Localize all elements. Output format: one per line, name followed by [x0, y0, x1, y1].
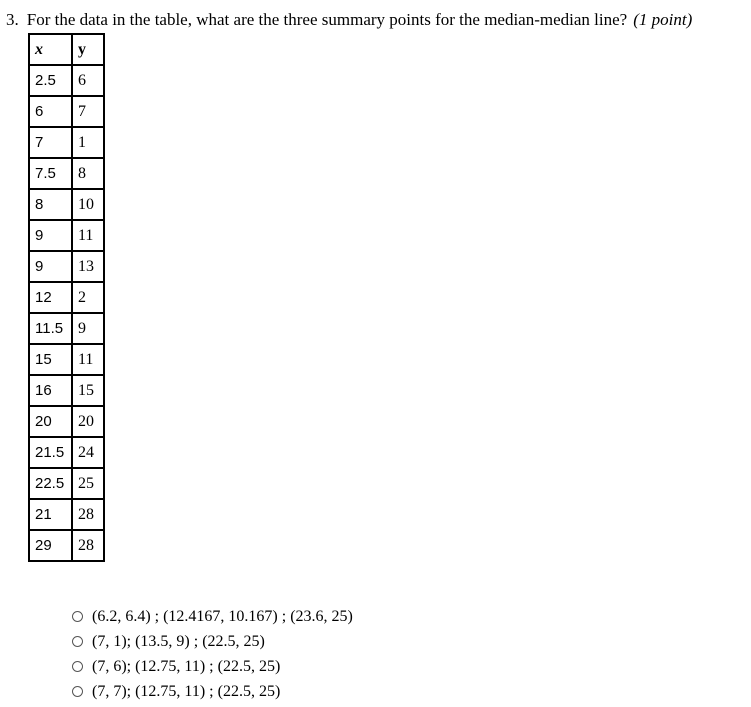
cell-x: 12 — [29, 282, 72, 313]
table-row — [29, 437, 104, 468]
answer-option-label: (7, 6); (12.75, 11) ; (22.5, 25) — [92, 657, 281, 675]
table-header-row — [29, 34, 104, 65]
column-header-y: y — [72, 34, 104, 65]
table-row — [29, 127, 104, 158]
table-row — [29, 96, 104, 127]
cell-x: 6 — [29, 96, 72, 127]
cell-y: 13 — [72, 251, 104, 282]
cell-x: 2.5 — [29, 65, 72, 96]
cell-y: 8 — [72, 158, 104, 189]
table-row — [29, 313, 104, 344]
cell-y: 25 — [72, 468, 104, 499]
radio-button-icon[interactable] — [72, 686, 83, 697]
answer-option-label: (6.2, 6.4) ; (12.4167, 10.167) ; (23.6, 25) — [92, 607, 353, 625]
answer-option-a[interactable] — [72, 604, 353, 629]
answer-option-c[interactable] — [72, 654, 353, 679]
question-text: For the data in the table, what are the three summary points for the median-median line? — [26, 10, 628, 29]
answer-option-b[interactable] — [72, 629, 353, 654]
cell-x: 9 — [29, 251, 72, 282]
answer-option-label: (7, 1); (13.5, 9) ; (22.5, 25) — [92, 632, 265, 650]
question-number: 3. — [6, 10, 19, 29]
question-points: (1 point) — [633, 10, 693, 29]
cell-y: 28 — [72, 530, 104, 561]
cell-y: 24 — [72, 437, 104, 468]
cell-y: 1 — [72, 127, 104, 158]
cell-y: 10 — [72, 189, 104, 220]
cell-y: 11 — [72, 344, 104, 375]
cell-y: 9 — [72, 313, 104, 344]
cell-x: 7 — [29, 127, 72, 158]
cell-x: 29 — [29, 530, 72, 561]
table-row — [29, 375, 104, 406]
answer-option-d[interactable] — [72, 679, 353, 704]
cell-y: 15 — [72, 375, 104, 406]
data-table — [28, 33, 105, 562]
cell-y: 20 — [72, 406, 104, 437]
cell-x: 16 — [29, 375, 72, 406]
radio-button-icon[interactable] — [72, 611, 83, 622]
table-row — [29, 282, 104, 313]
radio-button-icon[interactable] — [72, 661, 83, 672]
cell-y: 7 — [72, 96, 104, 127]
question-prompt — [6, 10, 692, 30]
cell-y: 6 — [72, 65, 104, 96]
table-row — [29, 158, 104, 189]
cell-x: 21 — [29, 499, 72, 530]
table-row — [29, 65, 104, 96]
table-row — [29, 189, 104, 220]
cell-x: 15 — [29, 344, 72, 375]
table-row — [29, 468, 104, 499]
cell-y: 28 — [72, 499, 104, 530]
cell-x: 22.5 — [29, 468, 72, 499]
table-row — [29, 251, 104, 282]
cell-y: 2 — [72, 282, 104, 313]
cell-x: 21.5 — [29, 437, 72, 468]
table-row — [29, 406, 104, 437]
cell-x: 7.5 — [29, 158, 72, 189]
table-row — [29, 220, 104, 251]
cell-x: 8 — [29, 189, 72, 220]
answer-option-label: (7, 7); (12.75, 11) ; (22.5, 25) — [92, 682, 281, 700]
column-header-x: x — [29, 34, 72, 65]
answer-options — [72, 604, 353, 704]
cell-x: 9 — [29, 220, 72, 251]
cell-x: 20 — [29, 406, 72, 437]
cell-x: 11.5 — [29, 313, 72, 344]
table-row — [29, 530, 104, 561]
table-row — [29, 499, 104, 530]
cell-y: 11 — [72, 220, 104, 251]
table-row — [29, 344, 104, 375]
table-body — [29, 65, 104, 561]
radio-button-icon[interactable] — [72, 636, 83, 647]
